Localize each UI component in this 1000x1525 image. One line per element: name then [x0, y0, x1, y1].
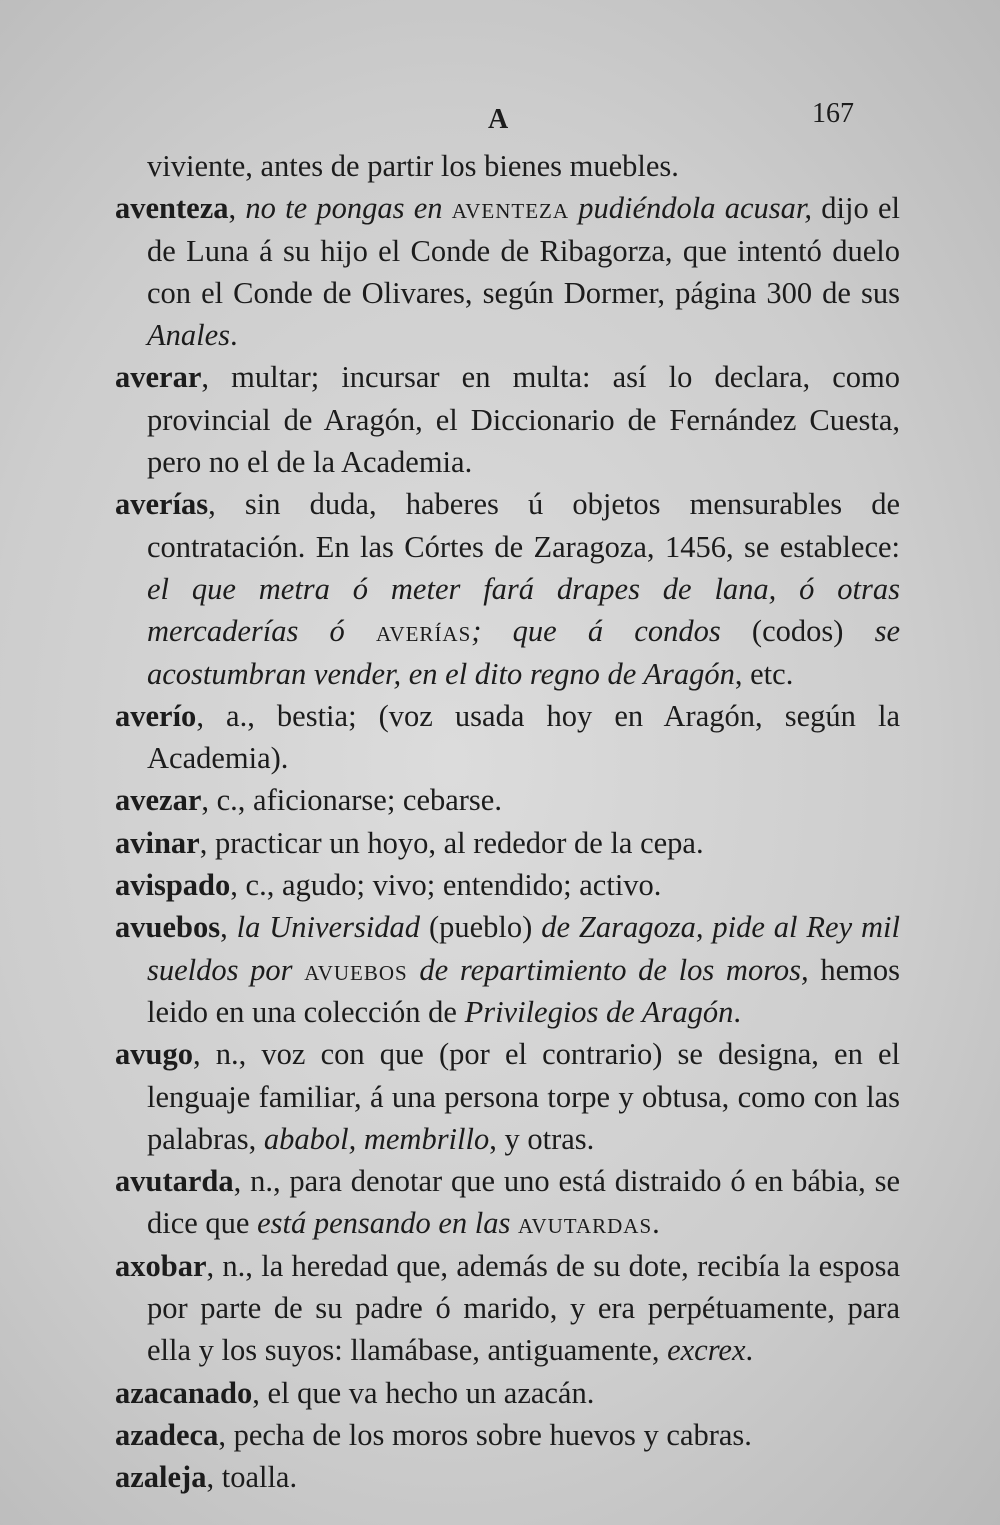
definition-text: , sin duda, haberes ú objetos mensurables de contratación. En las Córtes de Zaragoza, 1456, se establece:	[147, 487, 900, 564]
definition-text: , multar; incursar en multa: así lo declara, como provincial de Aragón, el Diccionario de Fernández Cuesta, pero no el de la Academia.	[147, 360, 900, 480]
quote-text: de repartimiento de los moros,	[407, 952, 809, 987]
entry-averio	[115, 695, 900, 780]
section-letter: A	[488, 104, 509, 135]
definition-text: (pueblo)	[420, 910, 542, 945]
entry-averar	[115, 356, 900, 483]
quote-text: la Universidad	[236, 910, 421, 945]
page-header	[0, 98, 1000, 138]
definition-text: , n., la heredad que, además de su dote, recibía la esposa por parte de su padre ó marido, y era perpétuamente, para ella y los suyos: llamábase, antiguamente,	[147, 1248, 900, 1368]
page-number: 167	[812, 98, 854, 129]
headword: avuebos	[115, 910, 221, 945]
headword: aventeza	[115, 191, 229, 226]
source-title: Privilegios de Aragón	[464, 994, 734, 1029]
definition-text: .	[745, 1333, 754, 1368]
headword: axobar	[115, 1248, 207, 1283]
entry-axobar	[115, 1245, 900, 1372]
definition-text: ,	[220, 910, 237, 945]
headword: averar	[115, 360, 202, 395]
definition-text: , y otras.	[489, 1121, 595, 1156]
headword: avugo	[115, 1037, 193, 1072]
page-body	[115, 145, 900, 1499]
headword: avutarda	[115, 1164, 234, 1199]
quote-text: está pensando en las	[257, 1206, 519, 1241]
cited-word: aventeza	[451, 191, 570, 226]
quote-text: no te pongas en	[245, 191, 452, 226]
quote-text: ; que á condos	[471, 614, 721, 649]
entry-avutarda	[115, 1160, 900, 1245]
definition-text: ,	[228, 191, 246, 226]
definition-text: (codos)	[720, 614, 875, 649]
quote-text: el que metra ó meter fará drapes de lana, ó otras mercaderías ó	[147, 571, 900, 649]
entry-avispado	[115, 864, 900, 906]
headword: azadeca	[115, 1417, 219, 1452]
headword: avispado	[115, 868, 231, 903]
headword: azaleja	[115, 1460, 207, 1495]
example-words: ababol, membrillo	[263, 1121, 490, 1156]
definition-text: hemos leido en una colección de	[147, 952, 901, 1029]
definition-text: dijo el de Luna á su hijo el Conde de Ribagorza, que intentó duelo con el Conde de Olivares, según Dormer, página 300 de sus	[147, 191, 900, 310]
definition-text: , c., aficionarse; cebarse.	[201, 783, 502, 818]
quote-text: Anales	[147, 318, 231, 353]
entry-avuebos	[115, 906, 900, 1033]
entry-avezar	[115, 779, 900, 821]
definition-text: , etc.	[734, 656, 794, 691]
continued-text: viviente, antes de partir los bienes muebles.	[147, 149, 679, 183]
quote-text: pudiéndola acusar,	[569, 191, 813, 226]
entry-avinar	[115, 822, 900, 864]
entry-aventeza	[115, 187, 900, 356]
definition-text: , a., bestia; (voz usada hoy en Aragón, según la Academia).	[147, 698, 900, 776]
entry-avugo	[115, 1033, 900, 1160]
definition-text: .	[733, 994, 742, 1029]
cited-word: averías	[375, 614, 472, 649]
quote-text: de Zaragoza, pide al Rey mil sueldos por	[147, 910, 900, 987]
quote-text: se acostumbran vender, en el dito regno de Aragón	[147, 614, 900, 691]
example-words: excrex	[667, 1333, 746, 1368]
definition-text: .	[230, 318, 238, 353]
definition-text: .	[652, 1206, 660, 1241]
definition-text: , toalla.	[206, 1460, 298, 1495]
definition-text: , practicar un hoyo, al rededor de la cepa.	[199, 825, 704, 860]
headword: azacanado	[115, 1375, 253, 1410]
entry-azacanado	[115, 1372, 900, 1414]
entry-azaleja	[115, 1456, 900, 1498]
entry-averias	[115, 483, 900, 694]
definition-text: , n., voz con que (por el contrario) se designa, en el lenguaje familiar, á una persona torpe y obtusa, como con las palabras,	[147, 1037, 900, 1156]
definition-text: , el que va hecho un azacán.	[252, 1375, 595, 1410]
definition-text: , pecha de los moros sobre huevos y cabras.	[218, 1417, 752, 1452]
cited-word: avutardas	[518, 1206, 653, 1241]
definition-text: , n., para denotar que uno está distraido ó en bábia, se dice que	[147, 1164, 900, 1241]
cited-word: avuebos	[304, 952, 408, 987]
headword: avinar	[115, 825, 200, 860]
headword: avezar	[115, 783, 202, 818]
headword: averío	[115, 698, 197, 733]
entry-azadeca	[115, 1414, 900, 1456]
definition-text: , c., agudo; vivo; entendido; activo.	[230, 868, 662, 903]
headword: averías	[115, 487, 209, 522]
